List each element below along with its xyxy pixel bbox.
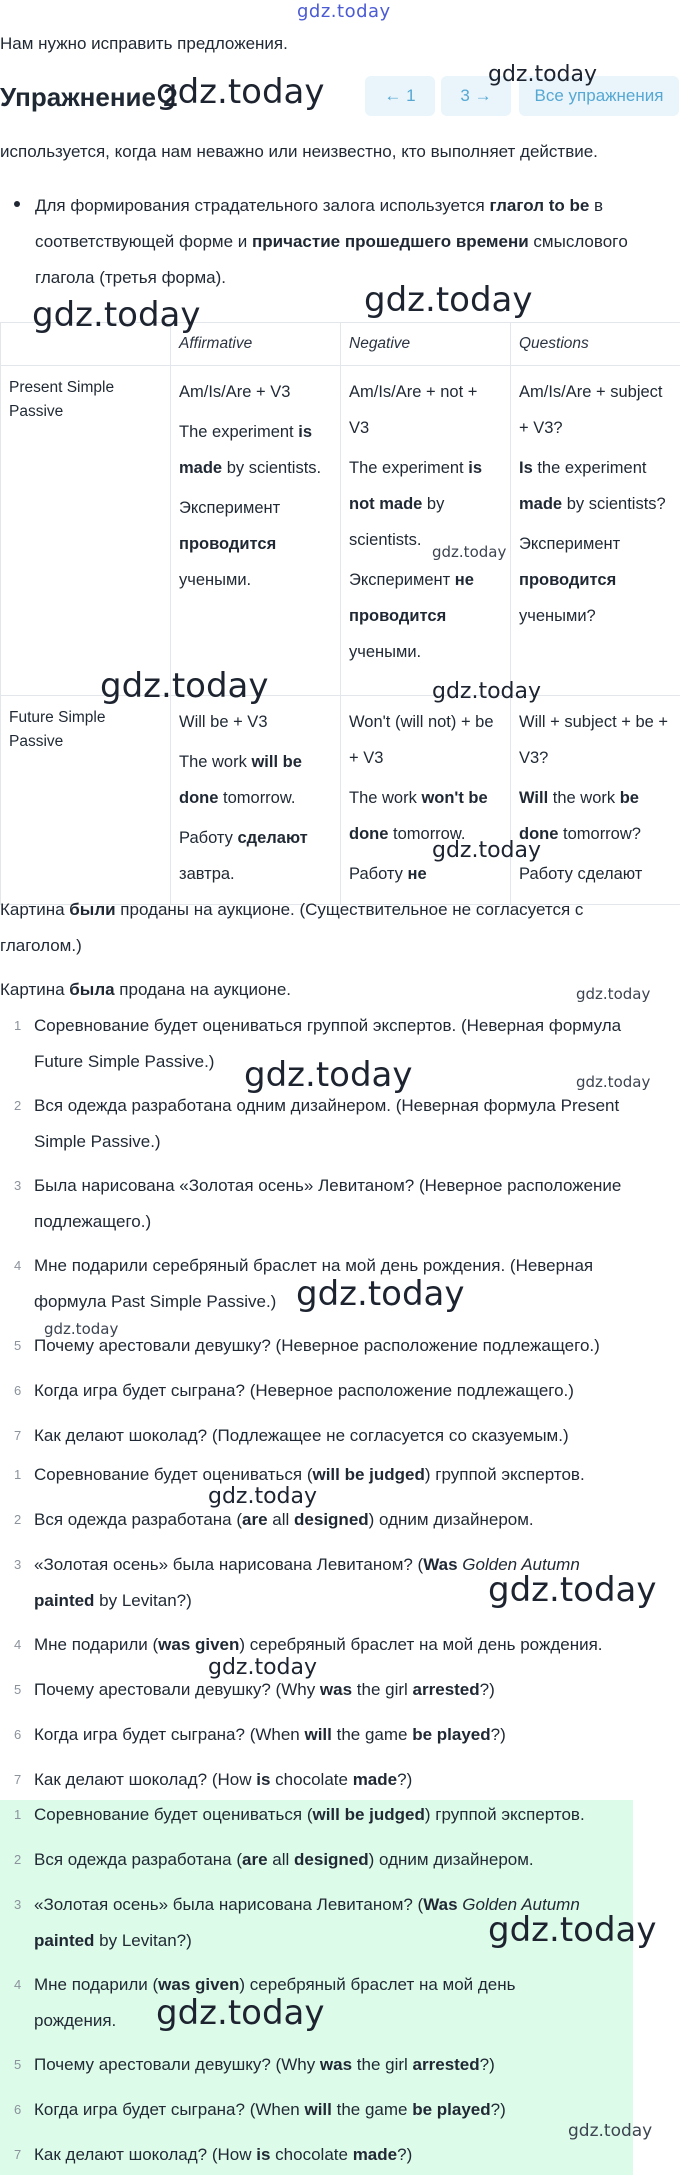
bullet-dot: [14, 201, 20, 207]
watermark: gdz.today: [244, 1055, 413, 1095]
watermark: gdz.today: [156, 1993, 325, 2033]
list-item: 2 Вся одежда разработана (are all designed) одним дизайнером.: [14, 1850, 534, 1869]
watermark: gdz.today: [100, 666, 269, 706]
theory-line: используется, когда нам неважно или неизвестно, кто выполняет действие.: [0, 142, 598, 161]
site-logo[interactable]: gdz.today: [297, 1, 391, 22]
list-item: 5 Почему арестовали девушку? (Why was the girl arrested?): [14, 1680, 495, 1699]
table-cell: Am/Is/Are + not + V3 The experiment is not made by scientists. Эксперимент не проводится учеными.: [341, 366, 511, 696]
exercise-title: Упражнение 2: [0, 82, 178, 112]
watermark: gdz.today: [432, 543, 507, 561]
watermark: gdz.today: [364, 280, 533, 320]
list-item: 3 «Золотая осень» была нарисована Левитаном? (Was Golden Autumn painted by Levitan?): [14, 1555, 580, 1610]
list-item: 2 Вся одежда разработана одним дизайнером. (Неверная формула Present Simple Passive.): [14, 1096, 620, 1151]
list-item: 5 Почему арестовали девушку? (Неверное расположение подлежащего.): [14, 1336, 600, 1355]
list-item: 6 Когда игра будет сыграна? (When will the game be played?): [14, 2100, 506, 2119]
list-item: 4 Мне подарили серебряный браслет на мой день рождения. (Неверная формула Past Simple Passive.): [14, 1256, 594, 1311]
watermark: gdz.today: [32, 295, 201, 335]
table-row: [1, 366, 680, 696]
all-exercises-button[interactable]: Все упражнения: [519, 76, 679, 116]
grammar-table: [0, 322, 680, 905]
watermark: gdz.today: [488, 1570, 657, 1610]
prev-exercise-button[interactable]: ← 1: [365, 76, 435, 116]
list-item: 4 Мне подарили (was given) серебряный браслет на мой день рождения.: [14, 1635, 603, 1654]
table-row: [1, 696, 680, 905]
watermark: gdz.today: [576, 985, 651, 1003]
list-item: 6 Когда игра будет сыграна? (When will the game be played?): [14, 1725, 506, 1744]
table-cell: Won't (will not) + be + V3 The work won't be done tomorrow. Работу не: [341, 696, 511, 905]
watermark: gdz.today: [432, 838, 542, 863]
table-header: Negative: [341, 323, 511, 366]
list-item: 4 Мне подарили (was given) серебряный браслет на мой день рождения.: [14, 1975, 516, 2030]
list-item: 3 Была нарисована «Золотая осень» Левитаном? (Неверное расположение подлежащего.): [14, 1176, 622, 1231]
next-exercise-button[interactable]: 3 →: [441, 76, 511, 116]
list-item: 5 Почему арестовали девушку? (Why was the girl arrested?): [14, 2055, 495, 2074]
watermark: gdz.today: [568, 2121, 653, 2141]
watermark: gdz.today: [488, 1910, 657, 1950]
list-item: 1 Соревнование будет оцениваться (will be judged) группой экспертов.: [14, 1465, 585, 1484]
answers-list-highlighted: [0, 1797, 680, 2173]
list-item: 1 Соревнование будет оцениваться (will be judged) группой экспертов.: [14, 1805, 585, 1824]
table-cell: Am/Is/Are + V3 The experiment is made by scientists. Эксперимент проводится учеными.: [171, 366, 341, 696]
row-label: Future Simple Passive: [1, 696, 171, 905]
list-item: 7 Как делают шоколад? (How is chocolate made?): [14, 1770, 413, 1789]
watermark: gdz.today: [296, 1274, 465, 1314]
list-item: 1 Соревнование будет оцениваться группой экспертов. (Неверная формула Future Simple Passive.): [14, 1016, 622, 1071]
watermark: gdz.today: [488, 62, 598, 87]
list-item: 7 Как делают шоколад? (How is chocolate made?): [14, 2145, 413, 2164]
theory-bullet: Для формирования страдательного залога используется глагол to be в соответствующей форме и причастие прошедшего времени смысловогo глагола (третья форма).: [35, 196, 628, 287]
watermark: gdz.today: [156, 72, 325, 112]
list-item: 3 «Золотая осень» была нарисована Левитаном? (Was Golden Autumn painted by Levitan?): [14, 1895, 580, 1950]
answers-list: [0, 1457, 680, 1798]
table-cell: Will + subject + be + V3? Will the work be done tomorrow? Работу сделают: [511, 696, 680, 905]
table-header: Questions: [511, 323, 680, 366]
watermark: gdz.today: [44, 1320, 119, 1338]
example-right: Картина была продана на аукционе.: [0, 980, 292, 999]
list-item: 2 Вся одежда разработана (are all designed) одним дизайнером.: [14, 1510, 534, 1529]
watermark: gdz.today: [208, 1484, 318, 1509]
table-header: Affirmative: [171, 323, 341, 366]
list-item: 7 Как делают шоколад? (Подлежащее не согласуется со сказуемым.): [14, 1426, 569, 1445]
intro-text: Нам нужно исправить предложения.: [0, 34, 288, 53]
example-wrong: Картина были проданы на аукционе. (Существительное не согласуется с глаголом.): [0, 900, 584, 955]
watermark: gdz.today: [576, 1073, 651, 1091]
table-cell: Will be + V3 The work will be done tomorrow. Работу сделают завтра.: [171, 696, 341, 905]
watermark: gdz.today: [432, 679, 542, 704]
watermark: gdz.today: [208, 1655, 318, 1680]
list-item: 6 Когда игра будет сыграна? (Неверное расположение подлежащего.): [14, 1381, 574, 1400]
table-cell: Am/Is/Are + subject + V3? Is the experiment made by scientists? Эксперимент проводится учеными?: [511, 366, 680, 696]
row-label: Present Simple Passive: [1, 366, 171, 696]
